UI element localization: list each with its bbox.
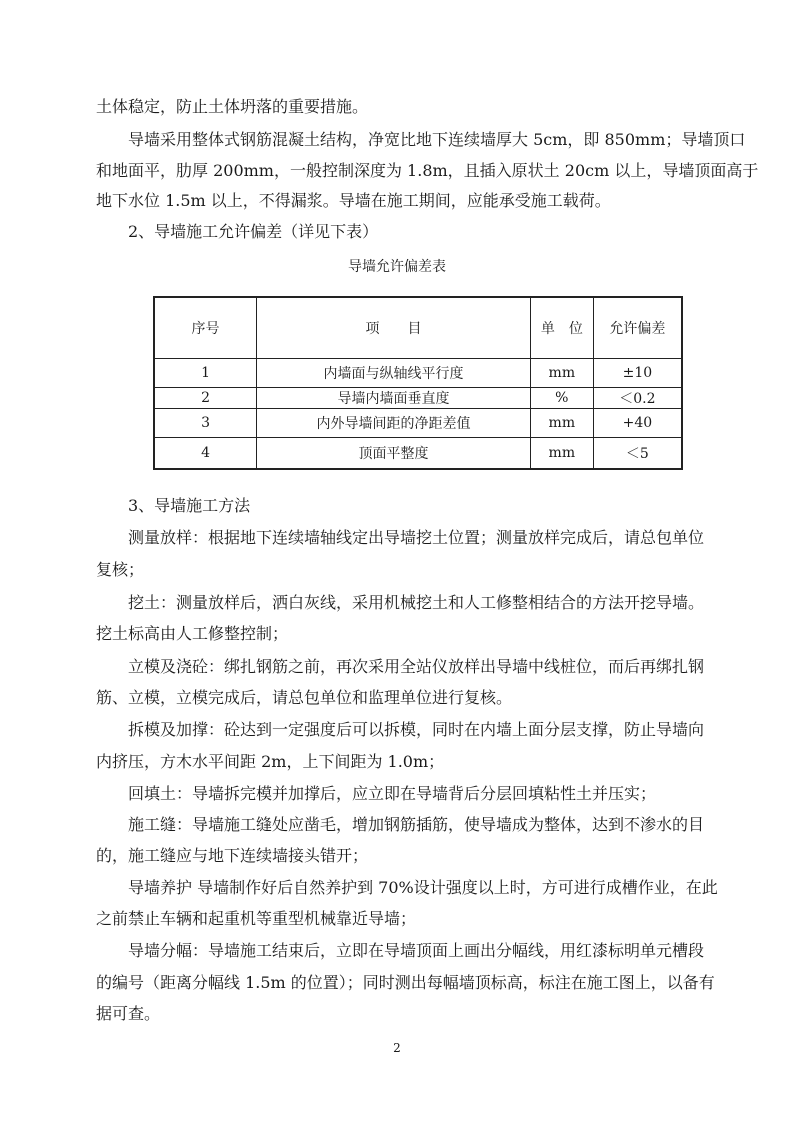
table-row	[154, 409, 682, 438]
paragraph-line: 内挤压，方木水平间距 2m，上下间距为 1.0m；	[96, 752, 445, 771]
cell-item: 导墙内墙面垂直度	[257, 388, 531, 409]
section-heading: 2、导墙施工允许偏差（详见下表）	[128, 222, 379, 241]
table-row	[154, 388, 682, 409]
cell-item: 内墙面与纵轴线平行度	[257, 359, 531, 388]
page-number: 2	[393, 1041, 401, 1055]
paragraph-line: 和地面平，肋厚 200mm，一般控制深度为 1.8m，且插入原状土 20cm 以上，导墙顶面高于	[96, 161, 759, 180]
table-header-row	[154, 297, 682, 359]
paragraph-line: 回填土：导墙拆完模并加撑后，应立即在导墙背后分层回填粘性土并压实；	[128, 784, 657, 803]
paragraph-line: 导墙采用整体式钢筋混凝土结构，净宽比地下连续墙厚大 5cm，即 850mm；导墙顶口	[128, 130, 746, 149]
paragraph-line: 挖土标高由人工修整控制；	[96, 624, 289, 643]
paragraph-line: 复核；	[96, 560, 145, 579]
cell-unit: %	[530, 388, 593, 409]
paragraph-line: 立模及浇砼：绑扎钢筋之前，再次采用全站仪放样出导墙中线桩位，而后再绑扎钢	[128, 657, 705, 676]
cell-item: 顶面平整度	[257, 438, 531, 470]
table-row	[154, 438, 682, 470]
paragraph-line: 测量放样：根据地下连续墙轴线定出导墙挖土位置；测量放样完成后，请总包单位	[128, 528, 705, 547]
paragraph-line: 地下水位 1.5m 以上，不得漏浆。导墙在施工期间，应能承受施工载荷。	[96, 191, 611, 210]
paragraph-line: 之前禁止车辆和起重机等重型机械靠近导墙；	[96, 909, 417, 928]
cell-unit: mm	[530, 359, 593, 388]
header-unit: 单 位	[530, 297, 593, 359]
cell-index: 2	[154, 388, 257, 409]
deviation-table	[153, 296, 683, 470]
paragraph-line: 的，施工缝应与地下连续墙接头错开；	[96, 846, 369, 865]
cell-index: 4	[154, 438, 257, 470]
paragraph-line: 据可查。	[96, 1004, 161, 1023]
table-row	[154, 359, 682, 388]
paragraph-line: 导墙分幅：导墙施工结束后，立即在导墙顶面上画出分幅线，用红漆标明单元槽段	[128, 941, 705, 960]
cell-unit: mm	[530, 438, 593, 470]
header-item: 项 目	[257, 297, 531, 359]
header-index: 序号	[154, 297, 257, 359]
paragraph-line: 导墙养护 导墙制作好后自然养护到 70%设计强度以上时，方可进行成槽作业，在此	[128, 878, 718, 897]
cell-unit: mm	[530, 409, 593, 438]
table-caption: 导墙允许偏差表	[348, 259, 446, 275]
paragraph-line: 挖土：测量放样后，洒白灰线，采用机械挖土和人工修整相结合的方法开挖导墙。	[128, 593, 705, 612]
cell-item: 内外导墙间距的净距差值	[257, 409, 531, 438]
section-heading: 3、导墙施工方法	[128, 496, 251, 515]
cell-index: 1	[154, 359, 257, 388]
cell-index: 3	[154, 409, 257, 438]
cell-tolerance: ＜0.2	[593, 388, 682, 409]
paragraph-line: 拆模及加撑：砼达到一定强度后可以拆模，同时在内墙上面分层支撑，防止导墙向	[128, 720, 705, 739]
cell-tolerance: ±10	[593, 359, 682, 388]
paragraph-line: 土体稳定，防止土体坍落的重要措施。	[96, 97, 369, 116]
cell-tolerance: ＜5	[593, 438, 682, 470]
header-tolerance: 允许偏差	[593, 297, 682, 359]
paragraph-line: 的编号（距离分幅线 1.5m 的位置）；同时测出每幅墙顶标高，标注在施工图上，以备有	[96, 973, 715, 992]
cell-tolerance: +40	[593, 409, 682, 438]
paragraph-line: 筋、立模，立模完成后，请总包单位和监理单位进行复核。	[96, 688, 513, 707]
paragraph-line: 施工缝：导墙施工缝处应凿毛，增加钢筋插筋，使导墙成为整体，达到不渗水的目	[128, 815, 705, 834]
